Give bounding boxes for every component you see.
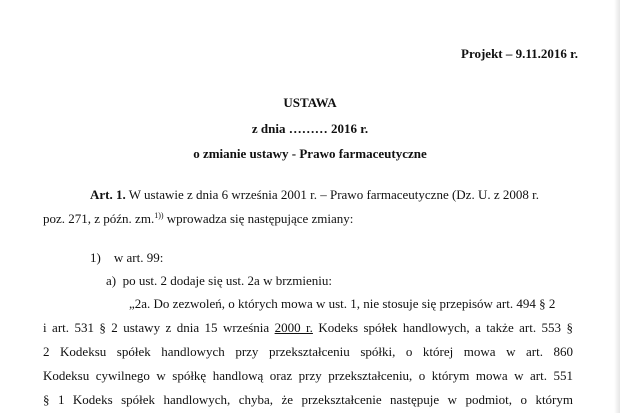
point-1-label: 1) bbox=[90, 250, 101, 265]
quote-line-2 bbox=[43, 320, 573, 336]
quote-line-2-end: Kodeks spółek handlowych, a także art. 553 § bbox=[312, 320, 573, 335]
article-1-text-3: wprowadza się następujące zmiany: bbox=[163, 211, 354, 226]
point-1a-text: po ust. 2 dodaje się ust. 2a w brzmieniu: bbox=[122, 273, 333, 288]
act-date: z dnia ……… 2016 r. bbox=[251, 121, 369, 136]
point-1 bbox=[90, 250, 163, 266]
project-date-header: Projekt – 9.11.2016 r. bbox=[461, 46, 578, 61]
article-1-label: Art. 1. bbox=[90, 187, 126, 202]
article-1-text-1: W ustawie z dnia 6 września 2001 r. – Prawo farmaceutyczne (Dz. U. z 2008 r. bbox=[125, 187, 539, 202]
article-1-line-1 bbox=[90, 187, 539, 203]
quote-line-5: § 1 Kodeks spółek handlowych, chyba, że przekształcenie następuje w podmiot, o którym bbox=[43, 392, 573, 407]
quote-line-4: Kodeksu cywilnego w spółkę handlową oraz przy przekształceniu, o którym mowa w art. 551 bbox=[43, 368, 573, 383]
quote-line-2-underlined: 2000 r. bbox=[274, 320, 313, 335]
quote-line-1: „2a. Do zezwoleń, o których mowa w ust. 1, nie stosuje się przepisów art. 494 § 2 bbox=[129, 296, 556, 311]
act-title: USTAWA bbox=[283, 95, 337, 110]
footnote-reference[interactable]: 1)) bbox=[154, 211, 164, 220]
point-1a-label: a) bbox=[106, 273, 117, 288]
point-1-text: w art. 99: bbox=[113, 250, 164, 265]
article-1-line-2 bbox=[43, 211, 353, 227]
quote-line-2-start: i art. 531 § 2 ustawy z dnia 15 września bbox=[43, 320, 275, 335]
page-edge-shadow bbox=[614, 0, 620, 413]
point-1a bbox=[106, 273, 332, 289]
article-1-text-2: poz. 271, z późn. zm. bbox=[43, 211, 155, 226]
quote-line-3: 2 Kodeksu spółek handlowych przy przekształceniu spółki, o której mowa w art. 860 bbox=[43, 344, 573, 359]
act-subject: o zmianie ustawy - Prawo farmaceutyczne bbox=[193, 146, 427, 161]
